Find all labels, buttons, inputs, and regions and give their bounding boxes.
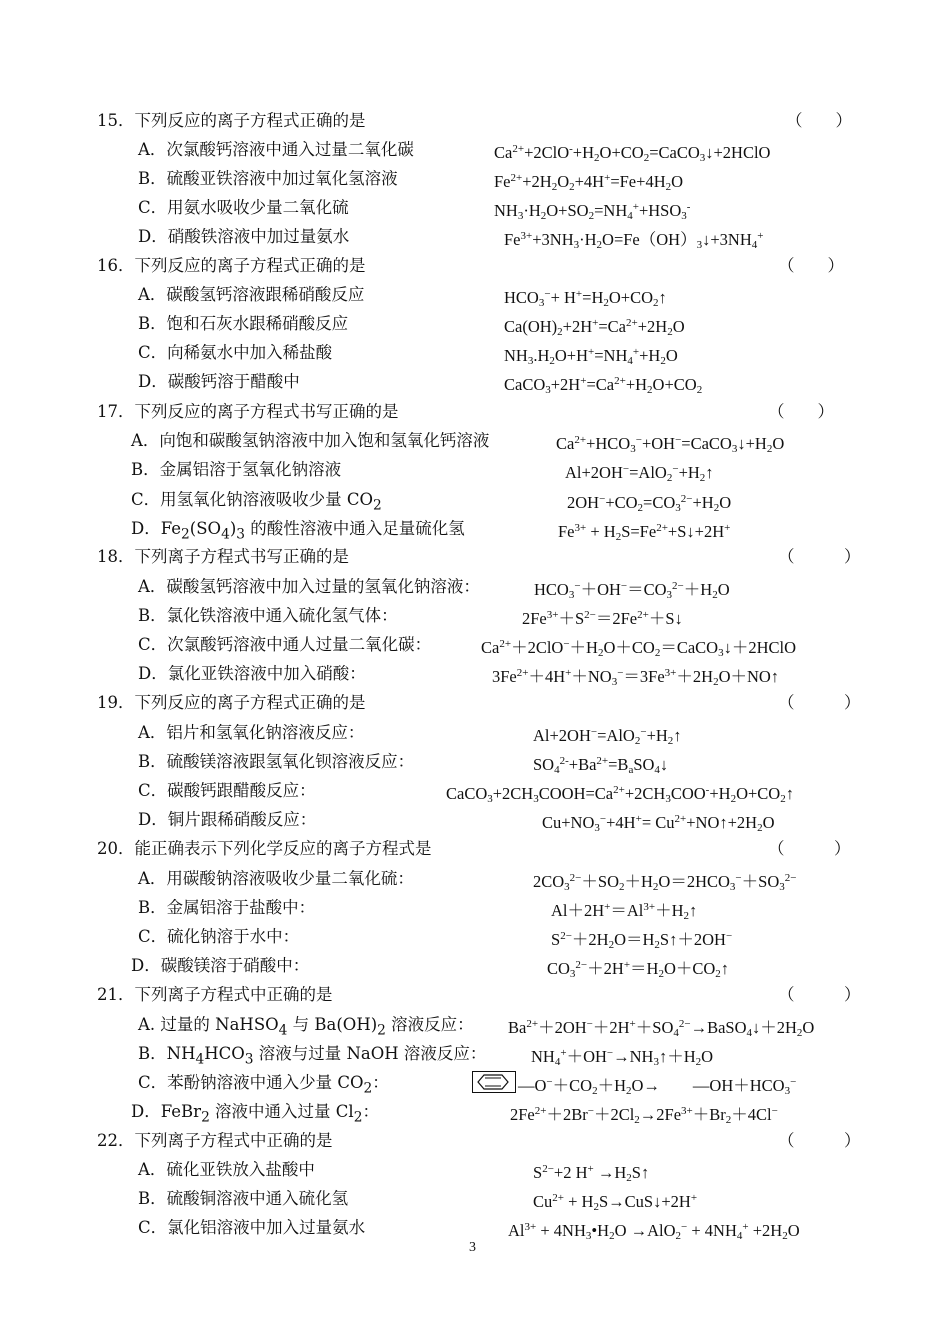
- question-stem: 22．下列离子方程式中正确的是: [97, 1131, 333, 1150]
- option-label: B．氯化铁溶液中通入硫化氢气体：: [138, 606, 398, 625]
- answer-blank: （ ）: [768, 402, 834, 421]
- option-label: B．$NH_4HCO_3$ 溶液与过量 NaOH 溶液反应：: [138, 1044, 487, 1068]
- ionic-equation: $S^{2-}+2$ $H^+ \to H_2S↑$: [533, 1163, 650, 1184]
- ionic-equation: $Al^{3+}$ + $4NH_3•H_2O \to AlO_2^- + 4NH_4^+ +2H_2O$: [508, 1221, 800, 1242]
- answer-blank: （ ）: [778, 1131, 861, 1150]
- option-label: D．氯化亚铁溶液中加入硝酸：: [138, 664, 366, 683]
- ionic-equation: $2OH^-+CO_2=CO_3^{2-}+H_2O$: [567, 493, 732, 514]
- answer-blank: （ ）: [778, 547, 861, 566]
- ionic-equation: $2CO_3^{2-}+SO_2+H_2O=2HCO_3^-+SO_3^{2-}$: [533, 872, 797, 893]
- option-label: C．硫化钠溶于水中：: [138, 927, 300, 946]
- ionic-equation: $CaCO_3+2H^+=Ca^{2+}+H_2O+CO_2$: [504, 375, 703, 396]
- answer-blank: （ ）: [786, 111, 852, 130]
- ionic-equation: $NH_3.H_2O+H^+=NH_4^++H_2O$: [504, 346, 678, 367]
- question-stem: 16．下列反应的离子方程式正确的是: [97, 256, 366, 275]
- ionic-equation: $3Fe^{2+}+4H^++NO_3^-=3Fe^{3+}+2H_2O+NO↑$: [492, 667, 780, 688]
- answer-blank: （ ）: [778, 256, 844, 275]
- option-label: C．用氨水吸收少量二氧化硫: [138, 198, 349, 217]
- option-label: D．铜片跟稀硝酸反应：: [138, 810, 317, 829]
- answer-blank: （ ）: [778, 985, 861, 1004]
- answer-blank: （ ）: [778, 693, 861, 712]
- option-label: C．苯酚钠溶液中通入少量 $CO_2$：: [138, 1073, 389, 1097]
- ionic-equation: $CO_3^{2-}+2H^+=H_2O+CO_2↑$: [547, 959, 730, 980]
- ionic-equation: $CaCO_3+2CH_3COOH=Ca^{2+}+2CH_3COO^-+H_2O+CO_2↑$: [446, 784, 794, 805]
- option-label: A．用碳酸钠溶液吸收少量二氧化硫：: [138, 869, 414, 888]
- option-label: D．$Fe_2(SO_4)_3$ 的酸性溶液中通入足量硫化氢: [131, 519, 465, 543]
- ionic-equation: $Cu+NO_3^-+4H^+=$ $Cu^{2+}+NO↑+2H_2O$: [542, 813, 775, 834]
- option-label: C．氯化铝溶液中加入过量氨水: [138, 1218, 366, 1237]
- question-stem: 17．下列反应的离子方程式书写正确的是: [97, 402, 399, 421]
- option-label: A．碳酸氢钙溶液跟稀硝酸反应: [138, 285, 365, 304]
- ionic-equation: $NH_3\cdot H_2O+SO_2=NH_4^++HSO_3^-$: [494, 201, 691, 222]
- ionic-equation: $Cu^{2+}$ + $H_2S\to CuS↓+2H^+$: [533, 1192, 698, 1213]
- option-label: B．硫酸亚铁溶液中加过氧化氢溶液: [138, 169, 398, 188]
- ionic-equation: $Fe^{3+}$ + $H_2S=Fe^{2+}+S↓+2H^+$: [558, 522, 731, 543]
- ionic-equation: $Ca^{2+}+2ClO^-+H_2O+CO_2=CaCO_3↓+2HClO$: [494, 143, 771, 164]
- ionic-equation: $Fe^{2+}+2H_2O_2+4H^+=Fe+4H_2O$: [494, 172, 684, 193]
- option-label: A．向饱和碳酸氢钠溶液中加入饱和氢氧化钙溶液: [131, 431, 490, 450]
- option-label: C．用氢氧化钠溶液吸收少量 $CO_2$: [131, 490, 382, 514]
- question-stem: 15．下列反应的离子方程式正确的是: [97, 111, 366, 130]
- ionic-equation: $2Fe^{2+}+2Br^-+2Cl_2\to 2Fe^{3+}+Br_2+4Cl^-$: [510, 1105, 778, 1126]
- ionic-equation: $—O^-+CO_2+H_2O\to$ $—OH+HCO_3^-$: [518, 1076, 797, 1097]
- ionic-equation: $Ba^{2+}+2OH^-+2H^++SO_4^{2-}\to BaSO_4↓+2H_2O$: [508, 1018, 815, 1039]
- question-stem: 21．下列离子方程式中正确的是: [97, 985, 333, 1004]
- ionic-equation: $Al+2OH^-=AlO_2^-+H_2↑$: [533, 726, 682, 747]
- option-label: C．向稀氨水中加入稀盐酸: [138, 343, 333, 362]
- answer-blank: （ ）: [768, 839, 851, 858]
- ionic-equation: $HCO_3^-+OH^-=CO_3^{2-}+H_2O$: [534, 580, 730, 601]
- option-label: C．碳酸钙跟醋酸反应：: [138, 781, 316, 800]
- option-label: C．次氯酸钙溶液中通人过量二氧化碳：: [138, 635, 432, 654]
- option-label: B．金属铝溶于盐酸中：: [138, 898, 316, 917]
- ionic-equation: $Ca^{2+}+HCO_3^-+OH^-=CaCO_3↓+H_2O$: [556, 434, 785, 455]
- ionic-equation: $2Fe^{3+}+S^{2-}=2Fe^{2+}+S↓$: [522, 609, 683, 628]
- option-label: B．硫酸铜溶液中通入硫化氢: [138, 1189, 349, 1208]
- ionic-equation: $SO_4^{2-}+Ba^{2+}=B_aSO_4↓$: [533, 755, 669, 776]
- page-number: 3: [469, 1240, 476, 1255]
- benzene-ring-icon: [472, 1071, 516, 1093]
- question-stem: 20．能正确表示下列化学反应的离子方程式是: [97, 839, 432, 858]
- option-label: D．FeBr$_2$ 溶液中通入过量 $Cl_2$：: [131, 1102, 379, 1126]
- option-label: D．硝酸铁溶液中加过量氨水: [138, 227, 350, 246]
- option-label: A．碳酸氢钙溶液中加入过量的氢氧化钠溶液：: [138, 577, 480, 596]
- option-label: B．金属铝溶于氢氧化钠溶液: [131, 460, 342, 479]
- option-label: A．硫化亚铁放入盐酸中: [138, 1160, 315, 1179]
- option-label: B．饱和石灰水跟稀硝酸反应: [138, 314, 349, 333]
- option-label: A. 过量的 NaHSO$_4$ 与 $Ba(OH)_2$ 溶液反应：: [138, 1015, 474, 1039]
- question-stem: 18．下列离子方程式书写正确的是: [97, 547, 349, 566]
- option-label: D．碳酸镁溶于硝酸中：: [131, 956, 310, 975]
- ionic-equation: $HCO_3^-+$ $H^+=H_2O+CO_2↑$: [504, 288, 667, 309]
- ionic-equation: $Al+2OH^-=AlO_2^-+H_2↑$: [565, 463, 714, 484]
- option-label: D．碳酸钙溶于醋酸中: [138, 372, 300, 391]
- option-label: B．硫酸镁溶液跟氢氧化钡溶液反应：: [138, 752, 415, 771]
- ionic-equation: $Al+2H^+=Al^{3+}+H_2↑$: [551, 901, 698, 922]
- ionic-equation: $Ca^{2+}+2ClO^-+H_2O+CO_2=CaCO_3↓+2HClO$: [481, 638, 796, 659]
- question-stem: 19．下列反应的离子方程式正确的是: [97, 693, 366, 712]
- option-label: A．次氯酸钙溶液中通入过量二氧化碳: [138, 140, 414, 159]
- ionic-equation: $NH_4^++OH^-\to NH_3↑+H_2O$: [531, 1047, 714, 1068]
- option-label: A．铝片和氢氧化钠溶液反应：: [138, 723, 365, 742]
- ionic-equation: $Fe^{3+}+3NH_3\cdot H_2O=Fe(OH)_3↓+3NH_4^+$: [504, 230, 764, 251]
- ionic-equation: $Ca(OH)_2+2H^+=Ca^{2+}+2H_2O$: [504, 317, 685, 338]
- ionic-equation: $S^{2-}+2H_2O=H_2S↑+2OH^-$: [551, 930, 733, 951]
